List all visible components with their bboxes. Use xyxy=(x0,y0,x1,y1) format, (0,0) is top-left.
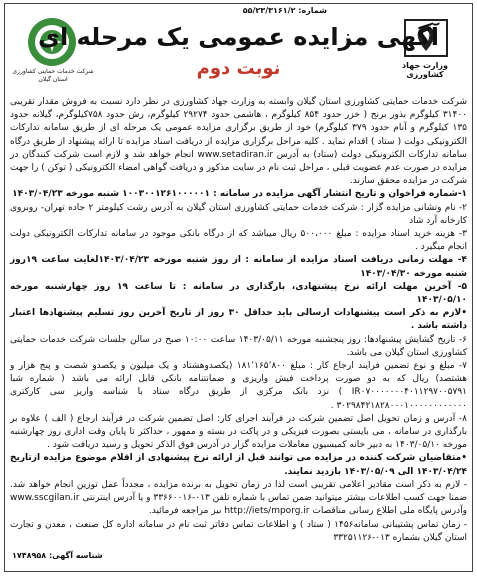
item-6: ۶- تاریخ گشایش پیشنهادها: روز پنجشنبه مورخه ۱۴۰۳/۰۵/۱۱ ساعت ۱۰:۰۰ صبح در سالن جلسات شرکت خدمات حمایتی کشاورزی استان گیلان می باشد. xyxy=(10,334,467,358)
item-4: ۴- مهلت زمانی دریافت اسناد مزایده از سامانه : از روز شنبه مورخه ۱۴۰۳/۰۴/۲۳لغایت ساعت ۱۹روز شنبه مورخه ۱۴۰۳/۰۴/۳۰ xyxy=(10,255,467,279)
item-7: ۷- مبلغ و نوع تضمین فرایند ارجاع کار : مبلغ ۱۸۱٬۱۶۵٬۸۰۰ (یکصدوهشتاد و یک میلیون و یکصدو شصت و پنج هزار و هشتصد) ریال که به دو صورت پرداخت فیش واریزی و ضمانتنامه بانکی قابل ارائه می باشد ( شماره شبا IR۰۷۰۰۰۰۰۰۰۴۰۱۱۲۹۷۰۰۵۷۹۱ ) نزد بانک مرکزی از طریق درگاه ستاد با شناسه واریز سی کارکتری ۳۰۲۹۸۴۲۱۸۲۸۰۰۰۱۰۰۰۰۰۰۰۰۰۰۰۰ . xyxy=(10,361,467,411)
right-org-name: وزارت جهاد کشاورزی xyxy=(402,61,448,79)
ad-subtitle: نوبت دوم xyxy=(196,58,281,79)
ad-title: آگهی مزایده عمومی یک مرحله ای xyxy=(37,23,440,51)
ad-number: شماره: ۵۵/۲۳/۳۱۶۱/۲ xyxy=(242,6,327,15)
note-1: •لازم به ذکر است پیشنهادات ارسالی باید حداقل ۳۰ روز از تاریخ آخرین روز تسلیم پیشنهادها اعتبار داشته باشد . xyxy=(10,308,467,332)
item-3: ۳- هزینه خرید اسناد مزایده : مبلغ ۵۰۰،۰۰۰ ریال میباشد که از درگاه بانکی موجود در سامانه تدارکات الکترونیکی دولت انجام میگیرد . xyxy=(10,229,467,253)
item-1: ۱-شماره فراخوان و تاریخ انتشار آگهی مزایده در سامانه : ۱۰۰۳۰۰۱۲۶۱۰۰۰۰۰۱ شنبه مورخه ۱۴۰۳/۰۴/۲۳ xyxy=(12,189,467,200)
item-8: ۸- آدرس و زمان تحویل اصل تضمین شرکت در فرآیند اجرای کار: اصل تضمین شرکت در فرآیند ارجاع ( الف ) علاوه بر بارگذاری در سامانه ، می بایستی بصورت فیزیکی و در پاکت در بسته و ممهور ، حداکثر تا پایان وقت اداری روز چهارشنبه مورخه ۱۴۰۳/۰۵/۱۰ به دبیر خانه کمیسیون معاملات مزایده گزار در آدرس فوق الذکر تحویل و رسید دریافت شود . xyxy=(10,413,467,451)
ad-id: شناسه آگهی: ۱۷۴۸۹۵۸ xyxy=(12,551,103,560)
item-2: ۲- نام ونشانی مزایده گزار : شرکت خدمات حمایتی کشاورزی استان گیلان به آدرس رشت کیلومتر ۲ جاده تهران- روبروی کارخانه آرد شاد xyxy=(10,202,467,226)
left-org-name: شرکت خدمات حمایتی کشاورزی استان گیلان xyxy=(12,68,94,83)
note-2: •متقاضیان شرکت کننده در مزایده می توانند قبل از ارائه نرخ پیشنهادی از اقلام موضوع مزایده ازتاریخ ۱۴۰۳/۰۴/۲۴ الی ۱۴۰۳/۰۵/۰۹ بازدید نمایند. xyxy=(10,453,467,477)
note-4: وآدرس پایگاه ملی اطلاع رسانی مناقصات http://iets/mporg.ir نیز مراجعه فرمائید. xyxy=(148,506,467,517)
ad-body xyxy=(10,96,467,545)
note-3: - لازم به ذکر است مقادیر اعلامی تقریبی است لذا در زمان تحویل به برنده مزایده ، مجدداً عمل توزین انجام خواهد شد. ضمنا جهت کسب اطلاعات بیشتر میتوانید ضمن تماس با شماره تلفن ۰۱۳-۳۳۶۶۰۰۱۶ و یا آدرس اینترنتی www.sscgilan.ir xyxy=(10,479,467,504)
item-5: ۵- آخرین مهلت ارائه نرخ پیشنهادی، بارگذاری در سامانه : تا ساعت ۱۹ روز چهارشنبه مورخه ۱۴۰۳/۰۵/۱۰ xyxy=(10,281,468,306)
intro-paragraph: شرکت خدمات حمایتی کشاورزی استان گیلان وابسته به وزارت جهاد کشاورزی در نظر دارد نسبت به فروش مقدار تقریبی ۳۱۴۰۰ کیلوگرم بذور برنج ( خزر حدود ۸۵۴ کیلوگرم ، هاشمی حدود ۲۹۲۷۴ کیلوگرم، رش حدود ۷۵۸کیلوگرم، گیلانه حدود ۱۳۵ کیلوگرم و آنام حدود ۳۷۹ کیلوگرم) خود از طریق برگزاری مزایده عمومی یک مرحله ای از طریق سامانه تدارکات الکترونیکی دولت ( ستاد ) اقدام نماید . کلیه مراحل برگزاری مزایده از دریافت اسناد مزایده تا ارائه پیشنهاد از طریق درگاه سامانه تدارکات الکترونیکی دولت (ستاد) به آدرس www.setadiran.ir انجام خواهد شد و لازم است شرکت کنندگان در مزایده در صورت عدم عضویت قبلی ، مراحل ثبت نام در سایت مذکور و دریافت گواهی امضاء الکترونیکی ( توکن ) را جهت شرکت در مزایده محقق سازند. xyxy=(10,97,467,187)
note-5: - زمان تماس پشتیبانی سامانه۱۴۵۶ ( ستاد ) و اطلاعات تماس دفاتر ثبت نام در سامانه اداره کل صنعت ، معدن و تجارت استان گیلان بشماره ۰۱۳-۳۳۲۵۱۱۲۶ xyxy=(10,519,467,543)
